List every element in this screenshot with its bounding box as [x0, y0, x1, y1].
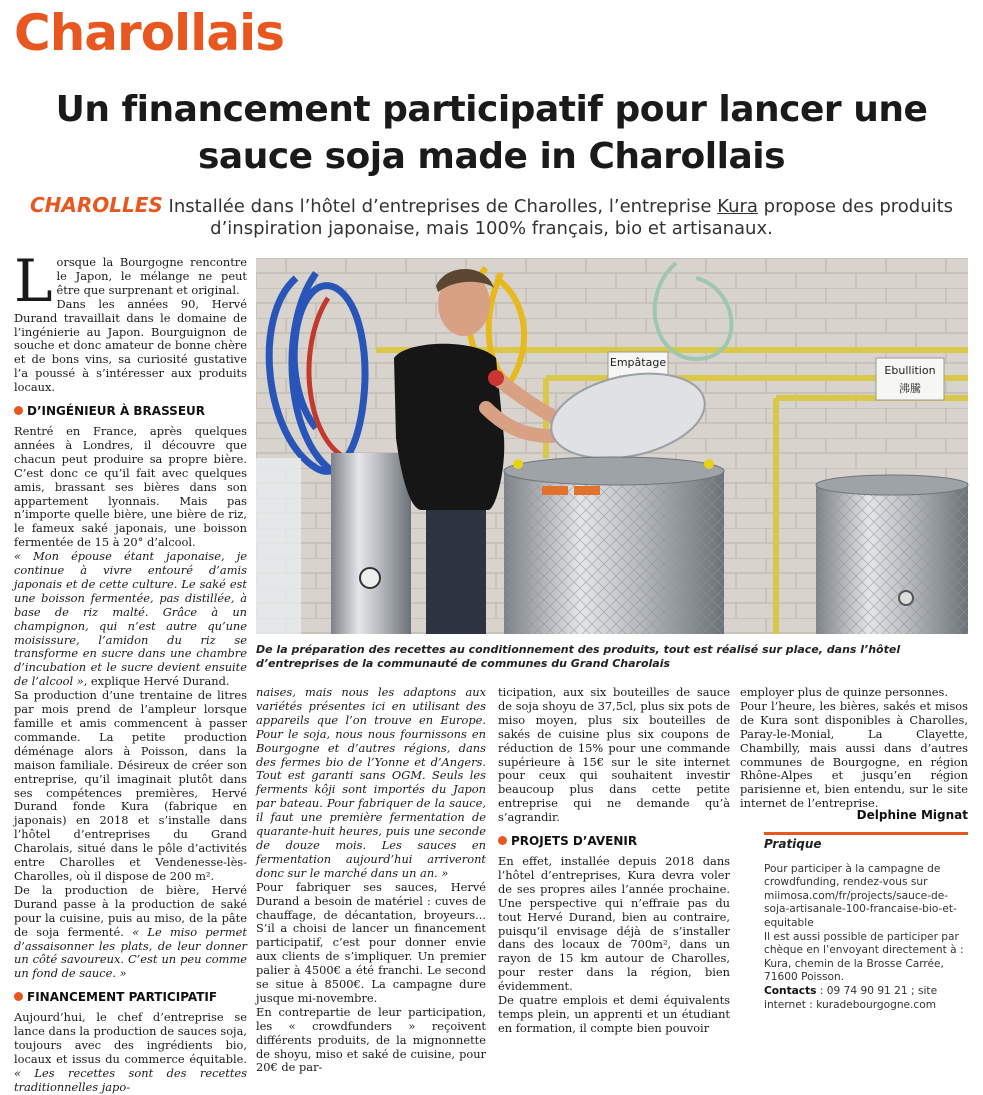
pratique-rule: [764, 832, 968, 835]
paragraph: En contrepartie de leur participation, les « crowdfunders » reçoivent différents produits, de la mignonnette de shoyu, miso et saké de cuisine, pour 20€ de par-: [256, 1004, 486, 1075]
pratique-box: [764, 838, 970, 1012]
subheading-projets: PROJETS D’AVENIR: [498, 835, 730, 849]
section-rubric: Charollais: [14, 4, 284, 62]
sign-ebullition: [876, 358, 944, 400]
lead-text-after: propose des produits d’inspiration japonaise, mais 100% français, bio et artisanaux.: [210, 196, 954, 239]
column-2: [256, 685, 486, 1075]
lead-text-before: Installée dans l’hôtel d’entreprises de Charolles, l’entreprise: [168, 196, 718, 217]
column-3: [498, 685, 730, 1035]
quote-paragraph: « Mon épouse étant japonaise, je continue à vivre entouré d’amis japonais et de cette culture. Le saké est une boisson fermentée, pas distillée, à base de riz malté. Grâce à un champignon, qui n’est autre qu’une moisissure, l’amidon du riz se transforme en sucre dans une chambre d’incubation et le sucre devient ensuite de l’alcool », explique Hervé Durand.: [14, 549, 247, 689]
article-headline: Un financement participatif pour lancer une sauce soja made in Charollais: [55, 89, 928, 177]
pratique-cheque: Il est aussi possible de participer par chèque en l’envoyant directement à : Kura, chemin de la Brosse Carrée, 71600 Poisson.: [764, 930, 964, 984]
dateline-place: CHAROLLES: [29, 193, 163, 217]
column-1: [14, 247, 247, 1094]
pressure-gauge-icon: [360, 568, 380, 588]
bullet-dot-icon: [498, 836, 507, 845]
paragraph: ticipation, aux six bouteilles de sauce de soja shoyu de 37,5cl, plus six pots de miso moyen, plus six bouteilles de sakés de cuisine plus six coupons de réduction de 15% pour une commande supérieure à 15€ sur le site internet pour ceux qui souhaitent investir beaucoup plus dans cette petite entreprise qui ne demande qu’à s’agrandir.: [498, 685, 730, 825]
paragraph: En effet, installée depuis 2018 dans l’hôtel d’entreprises, Kura devra voler de ses propres ailes l’année prochaine. Une perspective qui n’effraie pas du tout Hervé Durand, bien au contraire, puisqu’il envisage déjà de s’installer dans des locaux de 700m², dans un rayon de 15 km autour de Charolles, pour rester dans la région, bien évidemment.: [498, 853, 730, 994]
paragraph: Dans les années 90, Hervé Durand travaillait dans le domaine de l’ingénierie au Japon. Bourguignon de souche et donc amateur de bonne chère et de bons vins, sa curiosité gustative l’a poussé à s’intéresser aux produits locaux.: [14, 296, 247, 395]
paragraph: employer plus de quinze personnes.: [740, 685, 948, 699]
article-lead: [24, 194, 959, 240]
pratique-title: Pratique: [764, 837, 822, 851]
paragraph: Pour fabriquer ses sauces, Hervé Durand a besoin de matériel : cuves de chauffage, de décantation, broyeurs... S’il a choisi de lancer un financement participatif, c’est pour donner envie aux clients de s’impliquer. Un premier palier à 4500€ a été franchi. Le second se situe à 8500€. La campagne dure jusque mi-novembre.: [256, 879, 486, 1005]
left-tank: [331, 453, 411, 634]
paragraph: Aujourd’hui, le chef d’entreprise se lance dans la production de sauces soja, toujours avec des ingrédients bio, locaux et issus du commerce équitable. « Les recettes sont des recettes traditionnelles japo-: [14, 1010, 247, 1094]
subheading-financement: FINANCEMENT PARTICIPATIF: [14, 991, 247, 1005]
quote-continuation: naises, mais nous les adaptons aux variétés présentes ici en utilisant des appareils que l’on trouve en Europe. Pour le soja, nous nous fournissons en Bourgogne et d’autres régions, dans des fermes bio de l’Yonne et d’Angers. Tout est garanti sans OGM. Seuls les ferments kôji sont importés du Japon par bateau. Pour fabriquer de la sauce, il faut une première fermentation de quarante-huit heures, puis une seconde de douze mois. Les sauces en fermentation aujourd’hui arriveront donc sur le marché dans un an. »: [256, 685, 486, 880]
paragraph: Rentré en France, après quelques années à Londres, il découvre que chacun peut produire sa propre bière. C’est donc ce qu’il fait avec quelques amis, brassant ses bières dans son appartement lyonnais. Mais pas n’importe quelle bière, une bière de riz, le fameux saké japonais, une boisson fermentée de 15 à 20° d’alcool.: [14, 423, 247, 550]
article-photo: [256, 258, 968, 634]
photo-caption: De la préparation des recettes au conditionnement des produits, tout est réalisé sur place, dans l’hôtel d’entreprises de la communauté de communes du Grand Charolais: [256, 643, 901, 670]
pratique-crowdfunding: Pour participer à la campagne de crowdfunding, rendez-vous sur miimosa.com/fr/projects/sauce-de-soja-artisanale-100-francaise-bio-et-equitable: [764, 862, 957, 929]
paragraph: De quatre emplois et demi équivalents temps plein, un apprenti et un étudiant en formation, il compte bien pouvoir: [498, 993, 730, 1035]
column-4: [740, 685, 968, 811]
paragraph: Sa production d’une trentaine de litres par mois prend de l’ampleur lorsque famille et amis commencent à passer commande. La petite production déménage alors à Poisson, dans la maison familiale. Désireux de créer son entreprise, qu’il imaginait plutôt dans ses compétences premières, Hervé Durand fonde Kura (fabrique en japonais) en 2018 et s’installe dans l’hôtel d’entreprises du Grand Charolais, situé dans le pôle d’activités entre Charolles et Vendenesse-lès-Charolles, où il dispose de 200 m².: [14, 688, 247, 883]
svg-text:Empâtage: Empâtage: [609, 356, 667, 369]
svg-text:Ebullition: Ebullition: [884, 364, 936, 377]
brewery-photo-illustration: [256, 258, 968, 634]
dropcap: L: [14, 247, 53, 315]
paragraph: Pour l’heure, les bières, sakés et misos de Kura sont disponibles à Charolles, Paray-le-Monial, La Clayette, Chambilly, mais aussi dans d’autres communes de Bourgogne, en région Rhône-Alpes et jusqu’en région parisienne et, bien entendu, sur le site internet de l’entreprise.: [740, 698, 968, 811]
bullet-dot-icon: [14, 992, 23, 1001]
svg-text:沸騰: 沸騰: [899, 382, 921, 395]
paragraph: De la production de bière, Hervé Durand passe à la production de saké pour la cuisine, puis au miso, de la pâte de soja fermenté. « Le miso permet d’assaisonner les plats, de leur donner un côté savoureux. C’est un peu comme un fond de sauce. »: [14, 882, 247, 981]
intro-paragraph: Lorsque la Bourgogne rencontre le Japon, le mélange ne peut être que surprenant et original.: [14, 247, 247, 315]
author-signature: Delphine Mignat: [856, 808, 968, 822]
bullet-dot-icon: [14, 406, 23, 415]
subheading-ingenieur: D’INGÉNIEUR À BRASSEUR: [14, 405, 247, 419]
lead-kura-link: Kura: [717, 196, 758, 217]
pratique-contacts: Contacts : 09 74 90 91 21 ; site internet : kuradebourgogne.com: [764, 984, 938, 1011]
